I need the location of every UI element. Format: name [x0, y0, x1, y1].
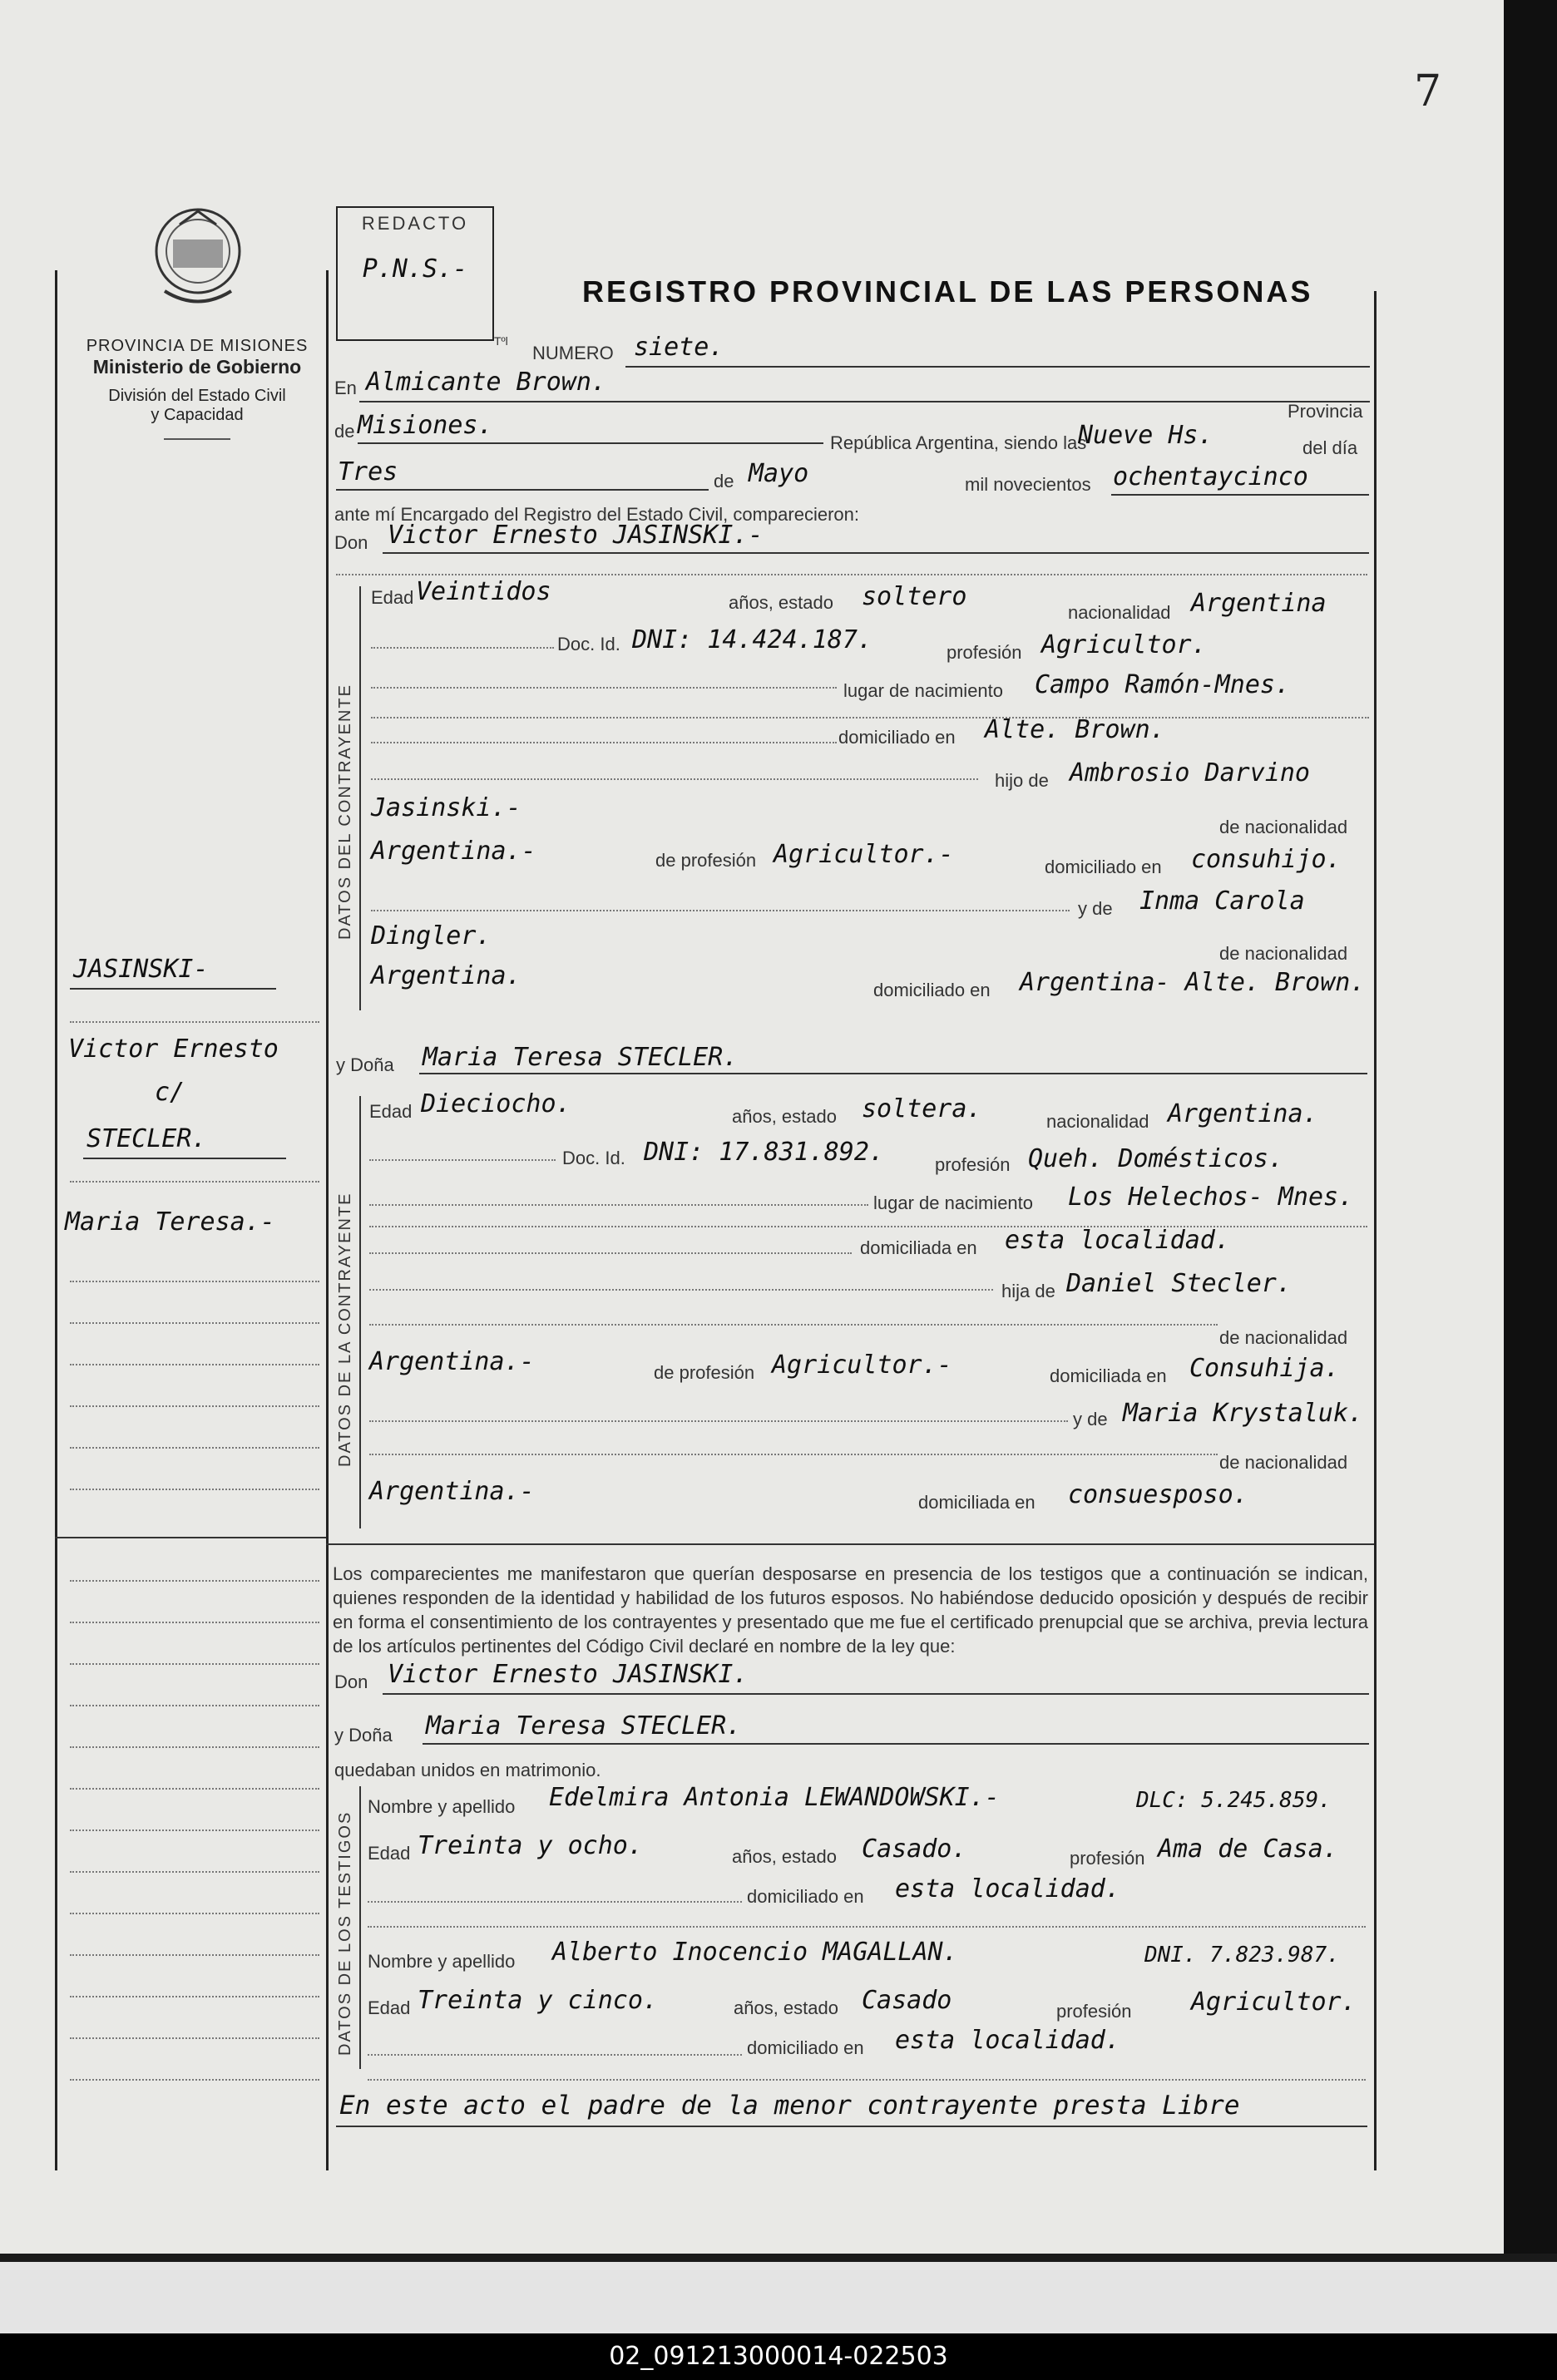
- t2-domiciliado-label: domiciliado en: [747, 2037, 864, 2058]
- padre-value-1: Ambrosio Darvino: [1070, 758, 1310, 788]
- mes-value: Mayo: [749, 459, 809, 488]
- t2-nombre-label: Nombre y apellido: [368, 1951, 516, 1972]
- contrayenta-padre-domicilio-label: domiciliada en: [1050, 1365, 1167, 1386]
- contrayenta-anios-label: años, estado: [732, 1106, 837, 1127]
- contrayenta-y-de-label: y de: [1073, 1409, 1108, 1429]
- redacto-label: REDACTO: [361, 213, 469, 234]
- numero-value: siete.: [634, 333, 724, 362]
- contrayenta-estado-value: soltera.: [862, 1094, 982, 1123]
- del-dia-label: del día: [1302, 437, 1358, 458]
- y-dona-label: y Doña: [336, 1054, 394, 1075]
- t1-edad-value: Treinta y ocho.: [418, 1831, 643, 1860]
- doc-label: Doc. Id.: [557, 634, 620, 654]
- margin-name2: Maria Teresa.-: [65, 1207, 275, 1237]
- edad-label: Edad: [371, 587, 414, 608]
- t1-profesion-value: Ama de Casa.: [1158, 1834, 1338, 1864]
- province-seal-icon: [140, 200, 256, 316]
- contrayenta-madre-domicilio-label: domiciliada en: [918, 1492, 1036, 1513]
- contrayenta-nacionalidad-value: Argentina.: [1168, 1099, 1318, 1128]
- don-label: Don: [334, 532, 368, 553]
- t1-edad-label: Edad: [368, 1843, 411, 1864]
- margin-surname: JASINSKI-: [73, 955, 209, 984]
- madre-domicilio: Argentina- Alte. Brown.: [1020, 968, 1366, 997]
- t1-profesion-label: profesión: [1070, 1848, 1145, 1869]
- anio-value: ochentaycinco: [1113, 462, 1308, 491]
- nacionalidad-value: Argentina: [1191, 589, 1327, 618]
- numero-label: NUMERO: [532, 343, 614, 363]
- de-profesion-label: de profesión: [655, 850, 757, 871]
- contrayenta-lugar-value: Los Helechos- Mnes.: [1068, 1183, 1354, 1212]
- t2-nombre-value: Alberto Inocencio MAGALLAN.: [552, 1938, 958, 1967]
- t1-domicilio-value: esta localidad.: [895, 1874, 1120, 1904]
- t1-nombre-value: Edelmira Antonia LEWANDOWSKI.-: [549, 1783, 1000, 1812]
- provincia-label: Provincia: [1288, 401, 1363, 422]
- de-label: de: [334, 421, 355, 442]
- margin-surname2: STECLER.: [86, 1124, 207, 1153]
- t1-estado-value: Casado.: [862, 1834, 967, 1864]
- hora-value: Nueve Hs.: [1078, 421, 1213, 450]
- padre-profesion: Agricultor.-: [774, 840, 954, 869]
- ministry-name: Ministerio de Gobierno: [92, 356, 302, 378]
- contrayenta-domiciliada-value: esta localidad.: [1005, 1226, 1230, 1255]
- numero-superscript: Tºl: [494, 334, 508, 348]
- margin-name: Victor Ernesto: [68, 1034, 279, 1064]
- lugar-value: Campo Ramón-Mnes.: [1035, 670, 1291, 699]
- contrayenta-madre-nacionalidad: Argentina.-: [369, 1477, 535, 1506]
- contrayenta-lugar-label: lugar de nacimiento: [873, 1192, 1034, 1213]
- t2-anios-label: años, estado: [734, 1997, 838, 2018]
- contrayenta-de-nacionalidad-label: de nacionalidad: [1219, 1327, 1348, 1348]
- en-value: Almicante Brown.: [366, 368, 606, 397]
- contrayenta-profesion-label: profesión: [935, 1154, 1011, 1175]
- declaration-dona-value: Maria Teresa STECLER.: [426, 1711, 742, 1741]
- domiciliado-value: Alte. Brown.: [985, 715, 1165, 744]
- declaration-paragraph: Los comparecientes me manifestaron que querían desposarse en presencia de los testigos que a continuación se indican, quienes responden de la identidad y habilidad de los futuros esposos. No habiéndose deducido oposición y después de recibir en forma el consentimiento de los contrayentes y presentado que me fue el certificado prenupcial que se archiva, previa lectura de los artículos pertinentes del Código Civil declaré en nombre de la ley que:: [333, 1563, 1368, 1657]
- contrayenta-padre-domicilio: Consuhija.: [1189, 1354, 1340, 1383]
- document-title: REGISTRO PROVINCIAL DE LAS PERSONAS: [582, 274, 1313, 309]
- padre-domicilio: consuhijo.: [1191, 845, 1342, 874]
- book-spine: [1504, 0, 1557, 2254]
- declaration-don-label: Don: [334, 1671, 368, 1692]
- doc-value: DNI: 14.424.187.: [632, 625, 872, 654]
- contrayenta-madre-value: Maria Krystaluk.: [1123, 1399, 1363, 1428]
- contrayenta-hija-label: hija de: [1001, 1281, 1055, 1301]
- republica-label: República Argentina, siendo las: [830, 432, 1087, 453]
- contrayenta-madre-de-nacionalidad-label: de nacionalidad: [1219, 1452, 1348, 1473]
- anios-label: años, estado: [729, 592, 833, 613]
- madre-value-1: Inma Carola: [1139, 886, 1305, 916]
- t2-estado-value: Casado: [862, 1986, 952, 2015]
- contrayenta-madre-domicilio: consuesposo.: [1068, 1480, 1248, 1509]
- ministry-block: [68, 337, 326, 440]
- content-left-rule: [326, 270, 329, 2170]
- declaration-unidos: quedaban unidos en matrimonio.: [334, 1760, 601, 1780]
- en-label: En: [334, 378, 357, 398]
- t1-domiciliado-label: domiciliado en: [747, 1886, 864, 1907]
- padre-value-2: Jasinski.-: [371, 793, 521, 822]
- division-line-2: y Capacidad: [151, 406, 244, 424]
- padre-domicilio-label: domiciliado en: [1045, 857, 1162, 877]
- t2-edad-label: Edad: [368, 1997, 411, 2018]
- ante-text: ante mí Encargado del Registro del Estado Civil, comparecieron:: [334, 504, 859, 525]
- declaration-dona-label: y Doña: [334, 1725, 393, 1745]
- page-number: 7: [1414, 67, 1442, 116]
- contrayenta-padre-nacionalidad: Argentina.-: [369, 1347, 535, 1376]
- testigos-bracket: [359, 1786, 361, 2069]
- nacionalidad-label: nacionalidad: [1068, 602, 1171, 623]
- y-de-label: y de: [1078, 898, 1113, 919]
- province-name: PROVINCIA DE MISIONES: [86, 337, 309, 355]
- de2-label: de: [714, 471, 734, 491]
- scan-caption: 02_091213000014-022503: [0, 2333, 1557, 2380]
- contrayenta-padre-value: Daniel Stecler.: [1066, 1269, 1292, 1298]
- contrayenta-edad-label: Edad: [369, 1101, 413, 1122]
- contrayenta-de-profesion-label: de profesión: [654, 1362, 755, 1383]
- margin-conj: c/: [155, 1078, 185, 1107]
- left-margin-rule: [55, 270, 57, 2170]
- contrayenta-nombre: Maria Teresa STECLER.: [423, 1043, 739, 1072]
- testigos-section-label: DATOS DE LOS TESTIGOS: [336, 1810, 354, 2056]
- dia-value: Tres: [338, 457, 398, 486]
- madre-nacionalidad: Argentina.: [371, 961, 521, 990]
- contrayenta-edad-value: Dieciocho.: [421, 1089, 571, 1118]
- contrayente-section-label: DATOS DEL CONTRAYENTE: [336, 684, 354, 940]
- contrayenta-bracket: [359, 1096, 361, 1528]
- content-right-rule: [1374, 291, 1377, 2170]
- padre-nacionalidad: Argentina.-: [371, 837, 536, 866]
- madre-value-2: Dingler.: [371, 921, 492, 951]
- t2-edad-value: Treinta y cinco.: [418, 1986, 658, 2015]
- contrayenta-profesion-value: Queh. Domésticos.: [1028, 1144, 1284, 1173]
- don-value: Victor Ernesto JASINSKI.-: [388, 521, 764, 550]
- mil-label: mil novecientos: [965, 474, 1091, 495]
- contrayenta-domiciliada-label: domiciliada en: [860, 1237, 977, 1258]
- contrayenta-section-label: DATOS DE LA CONTRAYENTE: [336, 1192, 354, 1467]
- domiciliado-label: domiciliado en: [838, 727, 956, 748]
- t2-profesion-value: Agricultor.: [1191, 1987, 1357, 2017]
- t1-doc-value: DLC: 5.245.859.: [1136, 1788, 1332, 1813]
- hijo-label: hijo de: [995, 770, 1049, 791]
- edad-value: Veintidos: [416, 577, 551, 606]
- de-nacionalidad-label: de nacionalidad: [1219, 817, 1348, 837]
- contrayente-bracket: [359, 586, 361, 1010]
- final-note: En este acto el padre de la menor contrayente presta Libre: [339, 2091, 1240, 2121]
- t1-anios-label: años, estado: [732, 1846, 837, 1867]
- lugar-label: lugar de nacimiento: [843, 680, 1004, 701]
- contrayenta-doc-value: DNI: 17.831.892.: [644, 1138, 884, 1167]
- estado-value: soltero: [862, 582, 967, 611]
- profesion-value: Agricultor.: [1041, 630, 1207, 659]
- redacto-stamp: [336, 206, 494, 341]
- t2-profesion-label: profesión: [1056, 2001, 1132, 2022]
- t2-domicilio-value: esta localidad.: [895, 2026, 1120, 2055]
- de-value: Misiones.: [358, 411, 493, 440]
- declaration-don-value: Victor Ernesto JASINSKI.: [388, 1660, 749, 1689]
- madre-domicilio-label: domiciliado en: [873, 980, 991, 1000]
- redacto-initials: P.N.S.-: [362, 254, 468, 284]
- contrayenta-nacionalidad-label: nacionalidad: [1046, 1111, 1149, 1132]
- t2-doc-value: DNI. 7.823.987.: [1144, 1943, 1340, 1968]
- madre-de-nacionalidad-label: de nacionalidad: [1219, 943, 1348, 964]
- contrayenta-doc-label: Doc. Id.: [562, 1148, 625, 1168]
- t1-nombre-label: Nombre y apellido: [368, 1796, 516, 1817]
- contrayenta-padre-profesion: Agricultor.-: [772, 1350, 952, 1380]
- division-line-1: División del Estado Civil: [108, 387, 286, 405]
- profesion-label: profesión: [947, 642, 1022, 663]
